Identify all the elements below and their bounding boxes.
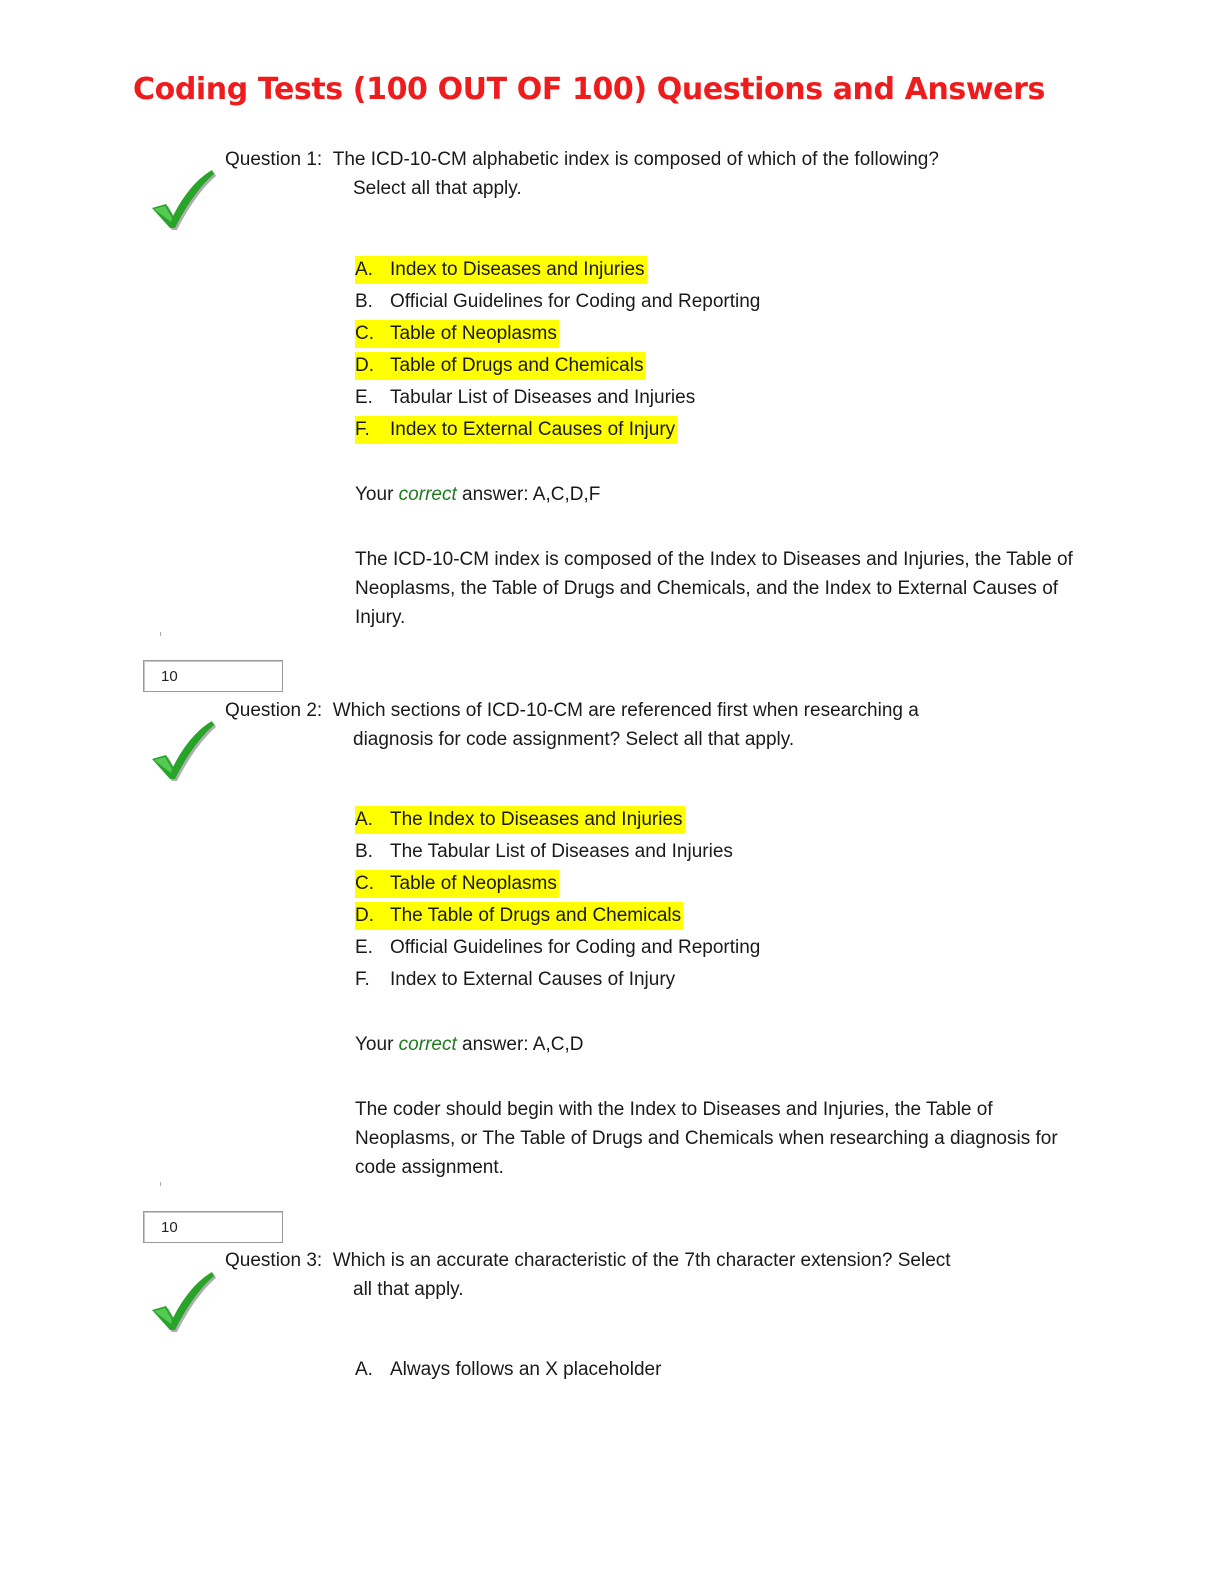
- option-e: E. Official Guidelines for Coding and Reporting: [355, 937, 761, 958]
- question-label: Question 1:: [225, 149, 323, 170]
- option-e: E. Tabular List of Diseases and Injuries: [355, 387, 696, 408]
- question-1-text: [225, 145, 939, 174]
- question-3-text: [225, 1246, 951, 1275]
- your-answer: Your correct answer: A,C,D: [355, 1034, 584, 1055]
- option-b: B. The Tabular List of Diseases and Injuries: [355, 841, 733, 862]
- option-c: C. Table of Neoplasms: [355, 320, 559, 348]
- option-f: F. Index to External Causes of Injury: [355, 416, 677, 444]
- question-label: Question 2:: [225, 700, 323, 721]
- rationale: The coder should begin with the Index to Diseases and Injuries, the Table of Neoplasms, or The Table of Drugs and Chemicals when researching a diagnosis for code assignment.: [355, 1099, 1058, 1178]
- correct-word: correct: [398, 484, 457, 505]
- option-d: D. The Table of Drugs and Chemicals: [355, 902, 683, 930]
- option-f: F. Index to External Causes of Injury: [355, 969, 676, 990]
- question-prompt: The ICD-10-CM alphabetic index is composed of which of the following?: [332, 149, 939, 170]
- divider-tick: [160, 632, 161, 636]
- checkmark-icon: [148, 1266, 216, 1332]
- score-field[interactable]: [143, 1211, 283, 1243]
- question-2-text: [225, 696, 919, 725]
- option-d: D. Table of Drugs and Chemicals: [355, 352, 645, 380]
- score-value: 10: [161, 668, 178, 685]
- question-prompt-continued: diagnosis for code assignment? Select all that apply.: [353, 729, 795, 750]
- option-c: C. Table of Neoplasms: [355, 870, 559, 898]
- question-prompt: Which is an accurate characteristic of the 7th character extension? Select: [332, 1250, 951, 1271]
- option-b: B. Official Guidelines for Coding and Reporting: [355, 291, 761, 312]
- score-value: 10: [161, 1219, 178, 1236]
- your-answer: Your correct answer: A,C,D,F: [355, 484, 601, 505]
- option-a: A. The Index to Diseases and Injuries: [355, 806, 685, 834]
- question-prompt: Which sections of ICD-10-CM are referenced first when researching a: [332, 700, 919, 721]
- score-field[interactable]: [143, 660, 283, 692]
- divider-tick: [160, 1182, 161, 1186]
- rationale: The ICD-10-CM index is composed of the Index to Diseases and Injuries, the Table of Neoplasms, the Table of Drugs and Chemicals, and the Index to External Causes of Injury.: [355, 549, 1073, 628]
- checkmark-icon: [148, 715, 216, 781]
- option-a: A. Always follows an X placeholder: [355, 1359, 662, 1380]
- question-prompt-continued: all that apply.: [353, 1279, 464, 1300]
- document-title: Coding Tests (100 OUT OF 100) Questions and Answers: [133, 72, 1045, 107]
- question-prompt-continued: Select all that apply.: [353, 178, 522, 199]
- checkmark-icon: [148, 164, 216, 230]
- question-label: Question 3:: [225, 1250, 323, 1271]
- correct-word: correct: [398, 1034, 457, 1055]
- option-a: A. Index to Diseases and Injuries: [355, 256, 647, 284]
